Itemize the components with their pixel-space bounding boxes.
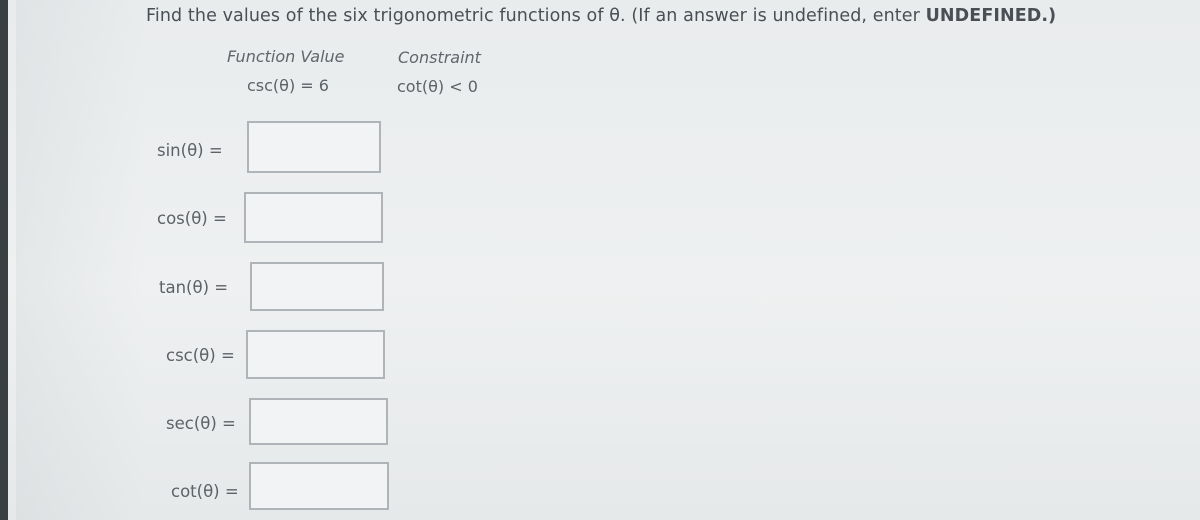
question-main: Find the values of the six trigonometric functions of θ. (If an answer is undefined, enter	[146, 6, 926, 26]
tan-label: tan(θ) =	[159, 278, 229, 297]
csc-label: csc(θ) =	[166, 346, 235, 365]
sin-answer-input[interactable]	[247, 121, 381, 173]
question-text	[146, 6, 1056, 26]
given-function-value: csc(θ) = 6	[247, 76, 329, 95]
cot-answer-input[interactable]	[249, 462, 389, 510]
constraint-header: Constraint	[398, 48, 481, 67]
panel-shade	[16, 0, 146, 520]
tan-answer-input[interactable]	[250, 262, 384, 311]
cos-answer-input[interactable]	[244, 192, 383, 243]
given-constraint: cot(θ) < 0	[397, 77, 478, 96]
csc-answer-input[interactable]	[246, 330, 385, 379]
sin-label: sin(θ) =	[157, 141, 223, 160]
cot-label: cot(θ) =	[171, 482, 239, 501]
problem-panel	[8, 0, 1200, 520]
sec-label: sec(θ) =	[166, 414, 236, 433]
cos-label: cos(θ) =	[157, 209, 227, 228]
question-undefined-note: UNDEFINED.)	[925, 6, 1057, 26]
sec-answer-input[interactable]	[249, 398, 388, 445]
function-value-header: Function Value	[227, 47, 345, 66]
